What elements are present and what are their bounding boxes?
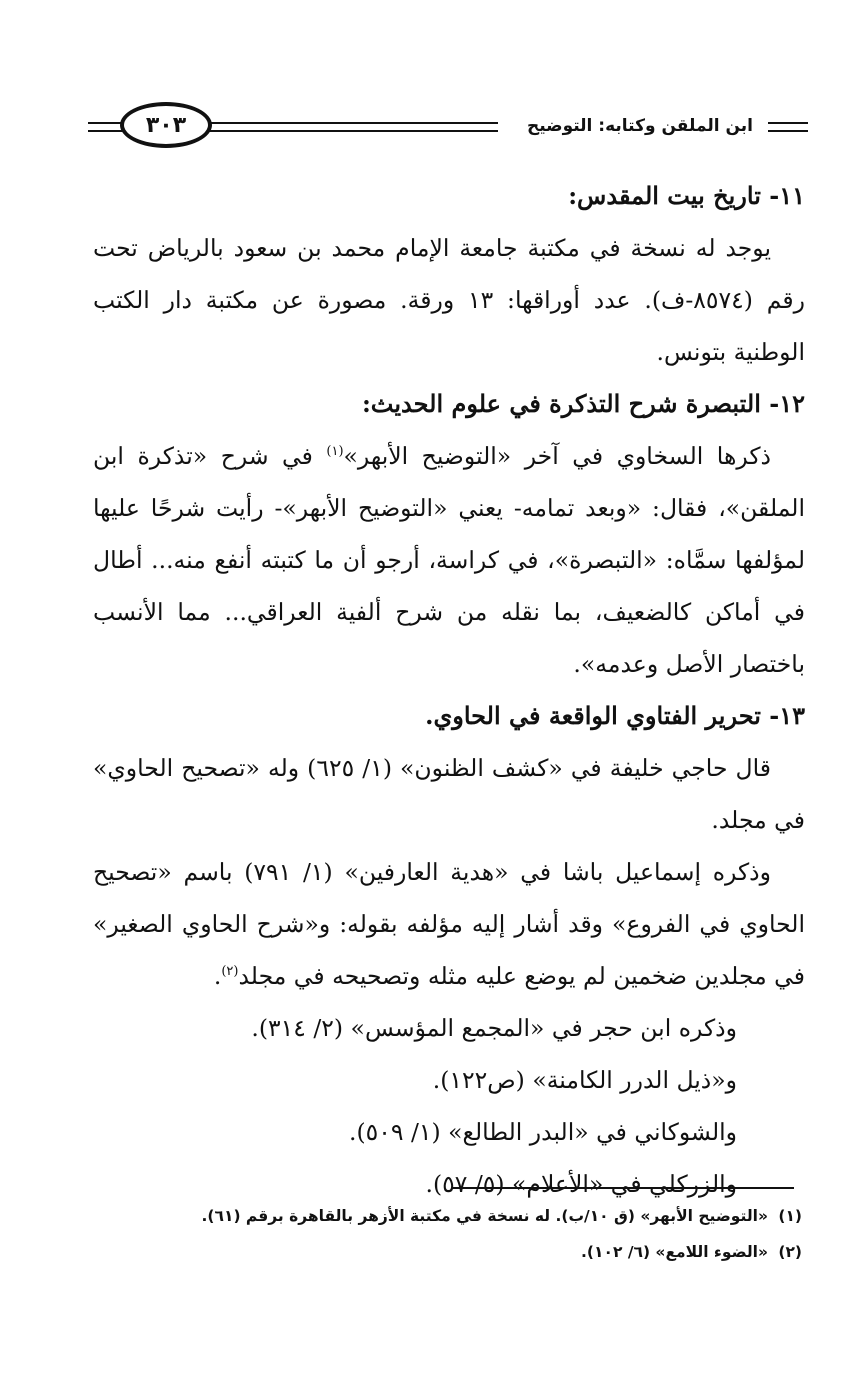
page-number (120, 102, 212, 148)
footnote-ref-1[interactable]: (١) (326, 444, 344, 460)
section-13-line-4: والزركلي في «الأعلام» (٥/ ٥٧). (425, 1170, 737, 1198)
running-title: ابن الملقن وكتابه: التوضيح (526, 116, 753, 136)
footnote-1-text: «التوضيح الأبهر» (ق ١٠/ب). له نسخة في مكتبة الأزهر بالقاهرة برقم (٦١). (201, 1207, 768, 1225)
section-13-text-b: . (213, 962, 222, 990)
header-rule-left-bottom (88, 130, 124, 132)
footnote-2-text: «الضوء اللامع» (٦/ ١٠٢). (581, 1243, 768, 1261)
section-12-text-a: ذكرها السخاوي في آخر «التوضيح الأبهر» (343, 442, 771, 470)
footnote-2-marker: (٢) (778, 1243, 802, 1261)
section-12-paragraph (93, 430, 805, 690)
section-13-heading: ١٣- تحرير الفتاوي الواقعة في الحاوي. (425, 701, 805, 730)
section-13-line-1: وذكره ابن حجر في «المجمع المؤسس» (٢/ ٣١٤). (251, 1014, 737, 1042)
header-rule-middle-bottom (208, 130, 498, 132)
header-rule-middle-top (208, 122, 498, 124)
footnote-1-marker: (١) (778, 1207, 802, 1225)
footnote-separator (452, 1187, 794, 1189)
header-rule-left-top (88, 122, 124, 124)
running-header (88, 96, 808, 160)
section-13-text-a: وذكره إسماعيل باشا في «هدية العارفين» (١/ ٧٩١) باسم «تصحيح الحاوي في الفروع» وقد أشار إليه مؤلفه بقوله: و«شرح الحاوي الصغير» في مجلدين ضخمين لم يوضع عليه مثله وتصحيحه في مجلد (93, 858, 805, 990)
main-text (93, 170, 805, 1210)
footnotes (80, 1198, 802, 1270)
header-rule-right-top (768, 122, 808, 124)
page-number-text: ٣٠٣ (145, 112, 187, 138)
footnote-ref-2[interactable]: (٢) (221, 964, 239, 980)
footnote-2 (80, 1234, 802, 1270)
section-11-heading: ١١- تاريخ بيت المقدس: (568, 181, 805, 210)
section-13-paragraph-1: قال حاجي خليفة في «كشف الظنون» (١/ ٦٢٥) وله «تصحيح الحاوي» في مجلد. (93, 754, 805, 834)
section-12-text-b: في شرح «تذكرة ابن الملقن»، فقال: «وبعد تمامه- يعني «التوضيح الأبهر»- رأيت شرحًا عليها لمؤلفها سمَّاه: «التبصرة»، في كراسة، أرجو أن ما كتبته أنفع منه... أطال في أماكن كالضعيف، بما نقله من شرح ألفية العراقي... مما الأنسب باختصار الأصل وعدمه». (93, 442, 805, 678)
section-13-paragraph-2 (93, 846, 805, 1002)
section-12-heading: ١٢- التبصرة شرح التذكرة في علوم الحديث: (361, 389, 805, 418)
header-rule-right-bottom (768, 130, 808, 132)
footnote-1 (80, 1198, 802, 1234)
section-13-line-3: والشوكاني في «البدر الطالع» (١/ ٥٠٩). (348, 1118, 737, 1146)
section-11-paragraph: يوجد له نسخة في مكتبة جامعة الإمام محمد بن سعود بالرياض تحت رقم (٨٥٧٤-ف). عدد أوراقها: ١٣ ورقة. مصورة عن مكتبة دار الكتب الوطنية بتونس. (93, 234, 805, 366)
section-13-line-2: و«ذيل الدرر الكامنة» (ص١٢٢). (432, 1066, 737, 1094)
